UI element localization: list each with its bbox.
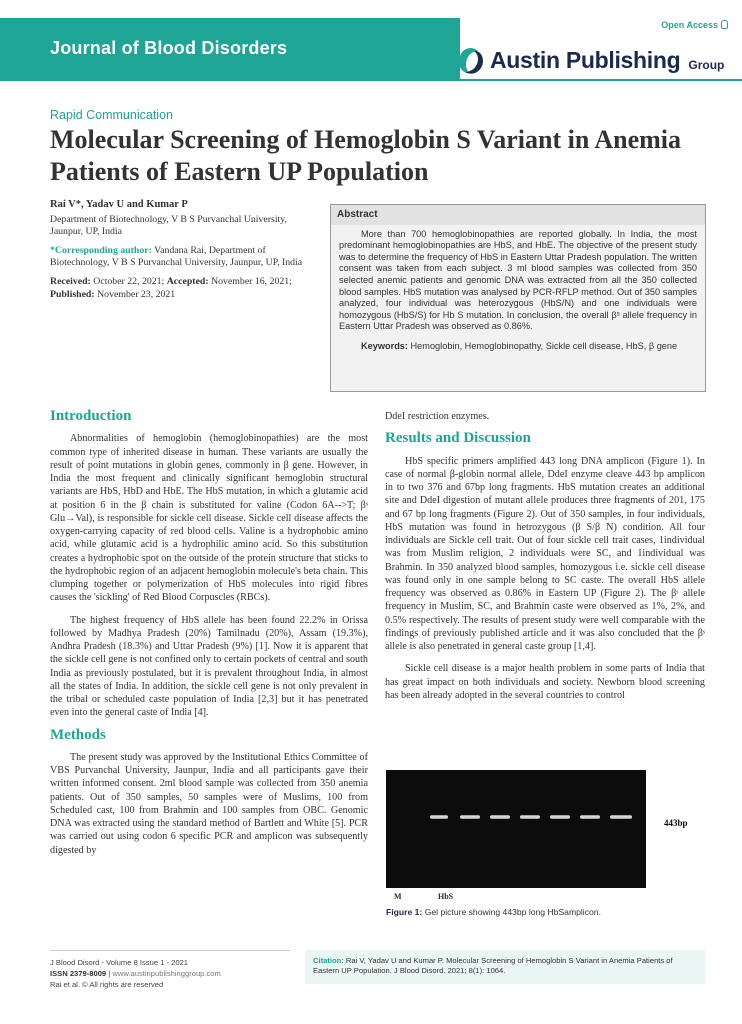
band-size-label: 443bp (664, 818, 688, 828)
methods-heading: Methods (50, 726, 106, 743)
citation-label: Citation: (313, 956, 344, 965)
figure-caption-text: Gel picture showing 443bp long HbSamplicon. (424, 907, 601, 917)
open-lock-icon (721, 20, 728, 29)
figure-caption (386, 907, 601, 917)
figure-1 (386, 770, 706, 922)
gel-image (386, 770, 646, 888)
footer-info (50, 950, 290, 990)
corresponding-label: *Corresponding author: (50, 244, 152, 256)
gel-band (610, 815, 632, 819)
results-paragraph-1: HbS specific primers amplified 443 long DNA amplicon (Figure 1). In case of normal β-globin normal allele, DdeI enzyme cleave 443 bp amplicon in to two 376 and 67bp long fragments. HbS mutation creates an additional site and DdeI digestion of mutant allele produces three fragments of 201, 175 and 67 bp long fragments (Figure 2). Out of 350 samples, in four individuals, HbS mutation was found in hetrozygous (β S/β N) condition. All four individuals are Sickle cell trait. Out of four sickle cell trait cases, 1individual was from Muslim religion, 2 individuals were SC, and 1individual was Brahmin. In 350 analyzed blood samples, homozygous i.e. sickle cell disease was found only in one sample belong to SC caste. The overall HbS allele frequency was observed as 0.86% in Eastern UP (Figure 2). The βˢ allele frequency in Muslim, SC, and Brahmin caste were observed as 1%, 2%, and 0.5% respectively. The results of present study were well comparable with the findings of previously published article and it was also concluded that the βˢ allele is also penetrated in general caste group [1,4]. (385, 455, 705, 652)
introduction-paragraph-2: The highest frequency of HbS allele has been found 22.2% in Orissa followed by Madhya Pradesh (20%) Tamilnadu (20%), Assam (19.3%), Andhra Pradesh (18.3%) and Uttar Pradesh (9%) [1]. Now it is apparent that the sickle cell gene is not confined only to certain pockets of central and south India as previously postulated, but it is prevalent throughout India, in almost all the states of India. In addition, the sickle cell gene is not only prevalent in the tribal or scheduled caste population of India [2,3] but it has penetrated even into the general caste of India [4]. (50, 614, 368, 719)
received-date: October 22, 2021; (93, 275, 165, 287)
gel-band (430, 815, 448, 819)
right-column (385, 410, 705, 711)
gel-band (580, 815, 600, 819)
results-paragraph-2: Sickle cell disease is a major health problem in some parts of India that has great impact on both individuals and society. Newborn blood screening has been already adopted in the several countries to control (385, 663, 705, 701)
footer-rights: Rai et al. © All rights are reserved (50, 980, 164, 989)
results-heading: Results and Discussion (385, 430, 531, 447)
left-column (50, 410, 368, 866)
gel-band (520, 815, 540, 819)
lane-label-hbs: HbS (438, 892, 454, 901)
keywords-label: Keywords: (361, 340, 408, 351)
corresponding-author (50, 245, 315, 270)
publisher-name: Austin Publishing (490, 46, 681, 73)
introduction-paragraph-1: Abnormalities of hemoglobin (hemoglobinopathies) are the most common type of inherited disease in human. These variants are usually the result of point mutations in globin genes, commonly in β gene. However, in India the most frequent and clinically significant hemoglobin structural variants are HbS, HbD and HbE. The HbS mutation, in which a glutamic acid at position 6 in the β chain is substituted for valine (Codon 6A-->T; βˢ Glu→Val), is responsible for sickle cell disease. Sickle cell disease affects the oxygen-carrying capacity of red blood cells. Valine is a hydrophobic amino acid, while glutamic acid is a hydrophilic amino acid. So this substitution creates a hydrophobic spot on the outside of the protein structure that sticks to the hydrophobic region of an adjacent hemoglobin molecule's beta chain. This clumping together or polymerization of HbS molecules into rigid fibres causes the 'sickling' of Red Blood Corpuscles (RBCs). (50, 433, 368, 604)
article-type: Rapid Communication (50, 108, 173, 122)
gel-band (460, 815, 480, 819)
methods-paragraph-1: The present study was approved by the Institutional Ethics Committee of VBS Purvanchal University, Jaunpur, India and all participants gave their written informed consent. 2ml blood sample was collected from 350 anemia patients. Out of 350 samples, 50 samples were of Muslims, 100 from Scheduled cast, 100 from Brahmin and 100 samples from OBC. Genomic DNA was extracted using the standard method of Bartlett and White [5]. PCR was carried out using codon 6 specific PCR and amplicon was subsequently digested by (50, 751, 368, 856)
published-date: November 23, 2021 (97, 288, 176, 300)
journal-banner (0, 18, 460, 80)
methods-continuation: DdeI restriction enzymes. (385, 411, 490, 422)
open-access-label: Open Access (661, 20, 718, 30)
dates (50, 276, 315, 301)
accepted-label: Accepted: (166, 275, 209, 287)
corresponding-text: Vandana Rai, Department of Biotechnology, V B S Purvanchal University, Jaunpur, UP, India (50, 244, 303, 269)
open-access-badge (661, 20, 728, 30)
journal-title: Journal of Blood Disorders (50, 38, 288, 58)
author-affiliation: Department of Biotechnology, V B S Purvanchal University, Jaunpur, UP, India (50, 213, 287, 238)
citation-box (305, 950, 705, 984)
gel-band (490, 815, 510, 819)
abstract-heading: Abstract (331, 205, 705, 225)
citation-text: Rai V, Yadav U and Kumar P. Molecular Screening of Hemoglobin S Variant in Anemia Patients of Eastern UP Population. J Blood Disord. 2021; 8(1): 1064. (313, 956, 673, 976)
accepted-date: November 16, 2021; (211, 275, 292, 287)
footer-separator: | (108, 969, 113, 978)
austin-logo-icon (456, 45, 486, 75)
article-title: Molecular Screening of Hemoglobin S Variant in Anemia Patients of Eastern UP Population (50, 125, 682, 186)
publisher-logo (456, 40, 724, 80)
author-names: Rai V*, Yadav U and Kumar P (50, 199, 188, 210)
abstract-box (330, 204, 706, 392)
gel-band (550, 815, 570, 819)
author-block (50, 199, 315, 307)
keywords-text: Hemoglobin, Hemoglobinopathy, Sickle cell disease, HbS, β gene (410, 340, 678, 351)
published-label: Published: (50, 288, 95, 300)
footer-volume: J Blood Disord - Volume 8 Issue 1 - 2021 (50, 958, 189, 967)
keywords (331, 333, 705, 353)
publisher-group: Group (688, 58, 725, 72)
introduction-heading: Introduction (50, 408, 132, 424)
received-label: Received: (50, 275, 91, 287)
abstract-body: More than 700 hemoglobinopathies are reported globally. In India, the most predominant hemoglobinopathies are HbS, and HbE. The objective of the present study was to determine the frequency of HbS in Eastern Uttar Pradesh population. The written consent was taken from each subject. 3 ml blood samples was collected from 350 selected anemic patients and genomic DNA was extracted from all the 350 collected blood samples. HbS mutation was analysed by PCR-RFLP method. Out of 350 samples analyzed, four individual was heterozygous (HbS/N) and one individuals were homozygous (HbS/S) for Hb S mutation. In conclusion, the overall βˢ allele frequency in Eastern Uttar Pradesh was observed as 0.86%. (339, 228, 697, 332)
lane-label-marker: M (394, 892, 402, 901)
figure-caption-label: Figure 1: (386, 907, 423, 917)
footer-url[interactable]: www.austinpublishinggroup.com (112, 969, 221, 978)
footer-issn: ISSN 2379-8009 (50, 969, 107, 978)
